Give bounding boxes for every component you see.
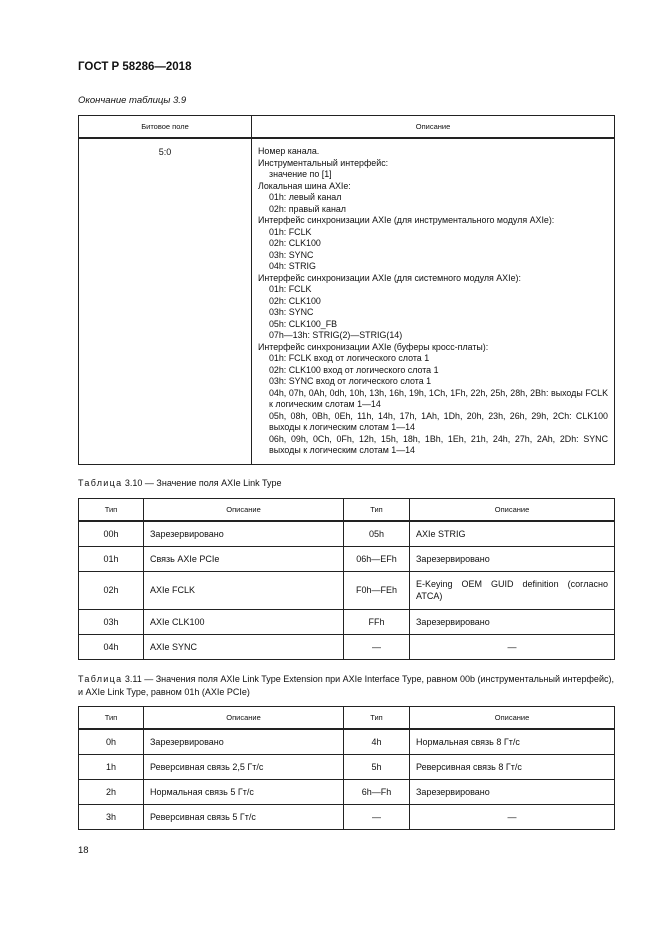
column-header-description: Описание xyxy=(144,707,344,730)
table-row xyxy=(79,546,615,571)
table-3-10 xyxy=(78,498,615,660)
type-cell: 00h xyxy=(79,521,144,546)
table-row xyxy=(79,634,615,659)
table-3-11 xyxy=(78,706,615,830)
table-row xyxy=(79,804,615,829)
description-line: 05h, 08h, 0Bh, 0Eh, 11h, 14h, 17h, 1Ah, 1Dh, 20h, 23h, 26h, 29h, 2Ch: CLK100 выходы к логическим слотам 1—14 xyxy=(269,410,608,432)
description-line: 03h: SYNC вход от логического слота 1 xyxy=(269,376,432,386)
description-cell: Реверсивная связь 2,5 Гт/с xyxy=(144,754,344,779)
table-row xyxy=(79,571,615,609)
type-cell: F0h—FEh xyxy=(344,571,410,609)
description-line: 02h: правый канал xyxy=(269,203,346,214)
description-cell: AXIe FCLK xyxy=(144,571,344,609)
column-header-type: Тип xyxy=(79,707,144,730)
type-cell: 1h xyxy=(79,754,144,779)
table-row xyxy=(79,779,615,804)
description-cell: AXIe CLK100 xyxy=(144,609,344,634)
caption-text: 3.11 — Значения поля AXIe Link Type Extension при AXIe Interface Type, равном 00b (инструментальный интерфейс), и AXIe Link Type, равном 01h (AXIe PCIe) xyxy=(78,674,614,697)
column-header-type: Тип xyxy=(79,499,144,522)
table-3-10-caption xyxy=(78,477,615,490)
type-cell: FFh xyxy=(344,609,410,634)
description-line: 02h: CLK100 вход от логического слота 1 xyxy=(269,364,439,375)
description-cell: — xyxy=(410,804,615,829)
description-line: 02h: CLK100 xyxy=(269,238,321,248)
description-line: 01h: левый канал xyxy=(269,192,342,202)
type-cell: 06h—EFh xyxy=(344,546,410,571)
column-header-description: Описание xyxy=(410,499,615,522)
description-lines xyxy=(258,146,608,457)
caption-word: Таблица xyxy=(78,478,123,488)
description-line: 07h—13h: STRIG(2)—STRIG(14) xyxy=(269,330,403,340)
type-cell: 5h xyxy=(344,754,410,779)
description-line: 03h: SYNC xyxy=(269,307,314,317)
table-3-9 xyxy=(78,115,615,465)
column-header-bitfield: Битовое поле xyxy=(79,116,252,139)
description-cell xyxy=(252,138,615,464)
bitfield-cell: 5:0 xyxy=(79,138,252,464)
column-header-description: Описание xyxy=(252,116,615,139)
caption-text: 3.10 — Значение поля AXIe Link Type xyxy=(122,478,282,488)
column-header-type: Тип xyxy=(344,499,410,522)
description-line: 04h, 07h, 0Ah, 0dh, 10h, 13h, 16h, 19h, 1Ch, 1Fh, 22h, 25h, 28h, 2Bh: выходы FCLK к логическим слотам 1—14 xyxy=(269,387,608,409)
description-cell: Реверсивная связь 8 Гт/с xyxy=(410,754,615,779)
description-line: 04h: STRIG xyxy=(269,261,316,271)
type-cell: 3h xyxy=(79,804,144,829)
description-cell: Зарезервировано xyxy=(144,521,344,546)
description-line: 02h: CLK100 xyxy=(269,295,321,306)
table-row xyxy=(79,521,615,546)
description-line: 01h: FCLK xyxy=(269,284,312,294)
table-row xyxy=(79,754,615,779)
description-cell: Зарезервировано xyxy=(410,779,615,804)
type-cell: 4h xyxy=(344,729,410,754)
table-row xyxy=(79,729,615,754)
description-line: 01h: FCLK вход от логического слота 1 xyxy=(269,353,430,363)
type-cell: 05h xyxy=(344,521,410,546)
description-line: 01h: FCLK xyxy=(269,226,312,237)
document-header: ГОСТ Р 58286—2018 xyxy=(78,61,192,73)
description-line: Интерфейс синхронизации AXIe (для системного модуля AXIe): xyxy=(258,272,521,283)
description-line: значение по [1] xyxy=(269,169,332,179)
page-number: 18 xyxy=(78,845,89,856)
type-cell: — xyxy=(344,804,410,829)
description-cell: AXIe SYNC xyxy=(144,634,344,659)
description-cell: Зарезервировано xyxy=(410,546,615,571)
type-cell: 02h xyxy=(79,571,144,609)
description-cell: Связь AXIe PCIe xyxy=(144,546,344,571)
description-line: 03h: SYNC xyxy=(269,249,314,260)
description-cell: Нормальная связь 5 Гт/с xyxy=(144,779,344,804)
description-cell: — xyxy=(410,634,615,659)
caption-word: Таблица xyxy=(78,674,123,684)
table-row xyxy=(79,609,615,634)
description-cell: Зарезервировано xyxy=(144,729,344,754)
type-cell: 01h xyxy=(79,546,144,571)
description-cell: AXIe STRIG xyxy=(410,521,615,546)
description-line: Интерфейс синхронизации AXIe (буферы кросс-платы): xyxy=(258,341,489,352)
column-header-description: Описание xyxy=(144,499,344,522)
description-cell: Нормальная связь 8 Гт/с xyxy=(410,729,615,754)
type-cell: 03h xyxy=(79,609,144,634)
description-line: 05h: CLK100_FB xyxy=(269,318,338,329)
description-line: Интерфейс синхронизации AXIe (для инструментального модуля AXIe): xyxy=(258,215,555,225)
type-cell: 0h xyxy=(79,729,144,754)
table-continuation-label: Окончание таблицы 3.9 xyxy=(78,95,187,106)
column-header-type: Тип xyxy=(344,707,410,730)
description-cell: E-Keying OEM GUID definition (согласно ATCA) xyxy=(410,571,615,609)
type-cell: 2h xyxy=(79,779,144,804)
table-3-11-caption xyxy=(78,673,615,699)
type-cell: 04h xyxy=(79,634,144,659)
description-cell: Реверсивная связь 5 Гт/с xyxy=(144,804,344,829)
description-cell: Зарезервировано xyxy=(410,609,615,634)
type-cell: 6h—Fh xyxy=(344,779,410,804)
description-line: Инструментальный интерфейс: xyxy=(258,157,389,168)
type-cell: — xyxy=(344,634,410,659)
description-line: Номер канала. xyxy=(258,146,320,156)
description-line: 06h, 09h, 0Ch, 0Fh, 12h, 15h, 18h, 1Bh, 1Eh, 21h, 24h, 27h, 2Ah, 2Dh: SYNC выходы к логическим слотам 1—14 xyxy=(269,433,608,455)
column-header-description: Описание xyxy=(410,707,615,730)
description-line: Локальная шина AXIe: xyxy=(258,180,351,191)
